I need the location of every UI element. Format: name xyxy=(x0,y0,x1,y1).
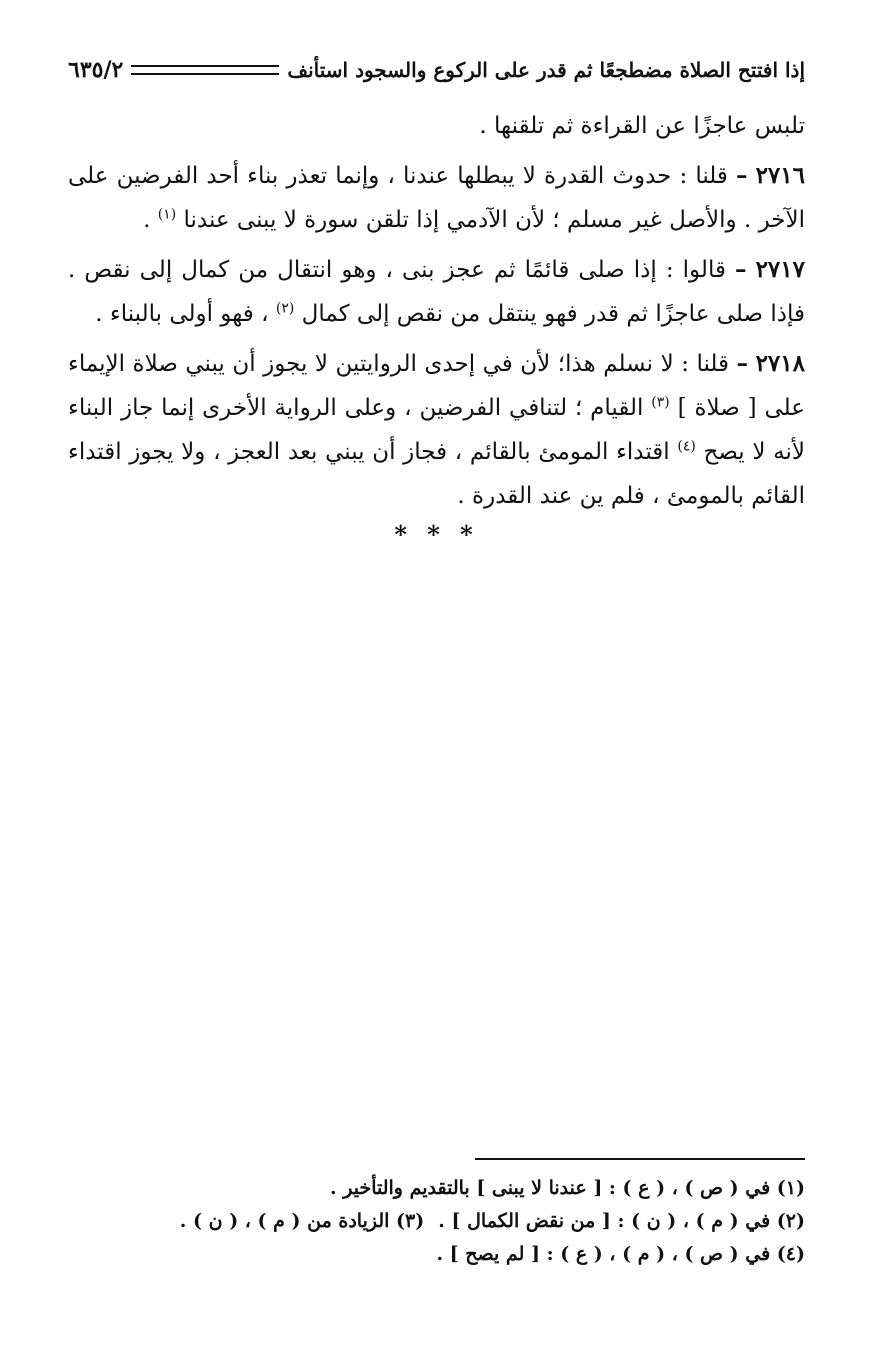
footnote-ref-1[interactable]: (١) xyxy=(157,206,177,223)
paragraph-text: قلنا : حدوث القدرة لا يبطلها عندنا ، وإنما تعذر بناء أحد الفرضين على الآخر . والأصل غير مسلم ؛ لأن الآدمي إذا تلقن سورة لا يبنى عندنا xyxy=(68,163,805,233)
footnote-4: (٤) في ( ص ) ، ( م ) ، ( ع ) : [ لم يصح ] . xyxy=(436,1243,805,1265)
paragraph-text: قالوا : إذا صلى قائمًا ثم عجز بنى ، وهو انتقال من كمال إلى نقص . فإذا صلى عاجزًا ثم قدر فهو ينتقل من نقص إلى كمال xyxy=(68,257,805,327)
main-text xyxy=(68,104,805,524)
paragraph-dash: – xyxy=(735,256,747,283)
footnote-1: (١) في ( ص ) ، ( ع ) : [ عندنا لا يبنى ] بالتقديم والتأخير . xyxy=(330,1177,805,1199)
footnote-3: (٣) الزيادة من ( م ) ، ( ن ) . xyxy=(179,1210,425,1232)
footnote-ref-3[interactable]: (٣) xyxy=(651,394,670,411)
footnote-ref-4[interactable]: (٤) xyxy=(677,438,696,455)
paragraph-number: ٢٧١٨ xyxy=(755,350,805,377)
running-head xyxy=(68,50,805,90)
footnotes xyxy=(68,1172,805,1271)
sentence-end: . xyxy=(143,207,151,233)
footnote-rule xyxy=(475,1158,805,1160)
paragraph-2717 xyxy=(68,248,805,336)
section-separator: * * * xyxy=(394,520,479,549)
paragraph-text: تلبس عاجزًا عن القراءة ثم تلقنها . xyxy=(479,113,805,139)
page-number: ٦٣٥/٢ xyxy=(68,57,124,83)
paragraph-number: ٢٧١٧ xyxy=(755,256,805,283)
paragraph-dash: – xyxy=(736,350,749,377)
running-head-title: إذا افتتح الصلاة مضطجعًا ثم قدر على الركوع والسجود استأنف xyxy=(287,58,805,82)
paragraph-dash: – xyxy=(735,162,748,189)
paragraph-2716 xyxy=(68,154,805,242)
paragraph-2718 xyxy=(68,342,805,518)
paragraph-text: قلنا : لا نسلم هذا؛ لأن في إحدى الروايتين لا يجوز أن يبني صلاة الإيماء على [ صلاة ] xyxy=(68,351,806,421)
footnote-ref-2[interactable]: (٢) xyxy=(275,300,295,317)
paragraph-text: اقتداء المومئ بالقائم ، فجاز أن يبني بعد العجز ، ولا يجوز اقتداء القائم بالمومئ ، فلم ين عند القدرة . xyxy=(68,439,805,509)
footnote-2: (٢) في ( م ) ، ( ن ) : [ من نقض الكمال ] . xyxy=(438,1210,805,1232)
running-head-rule xyxy=(131,65,279,75)
paragraph-text: ، فهو أولى بالبناء . xyxy=(95,301,269,327)
footnote-line-2 xyxy=(68,1205,805,1238)
paragraph-number: ٢٧١٦ xyxy=(755,162,805,189)
paragraph-text: القيام ؛ لتنافي الفرضين ، وعلى الرواية الأخرى إنما جاز البناء لأنه لا يصح xyxy=(68,395,805,465)
paragraph-continuation xyxy=(68,104,805,148)
